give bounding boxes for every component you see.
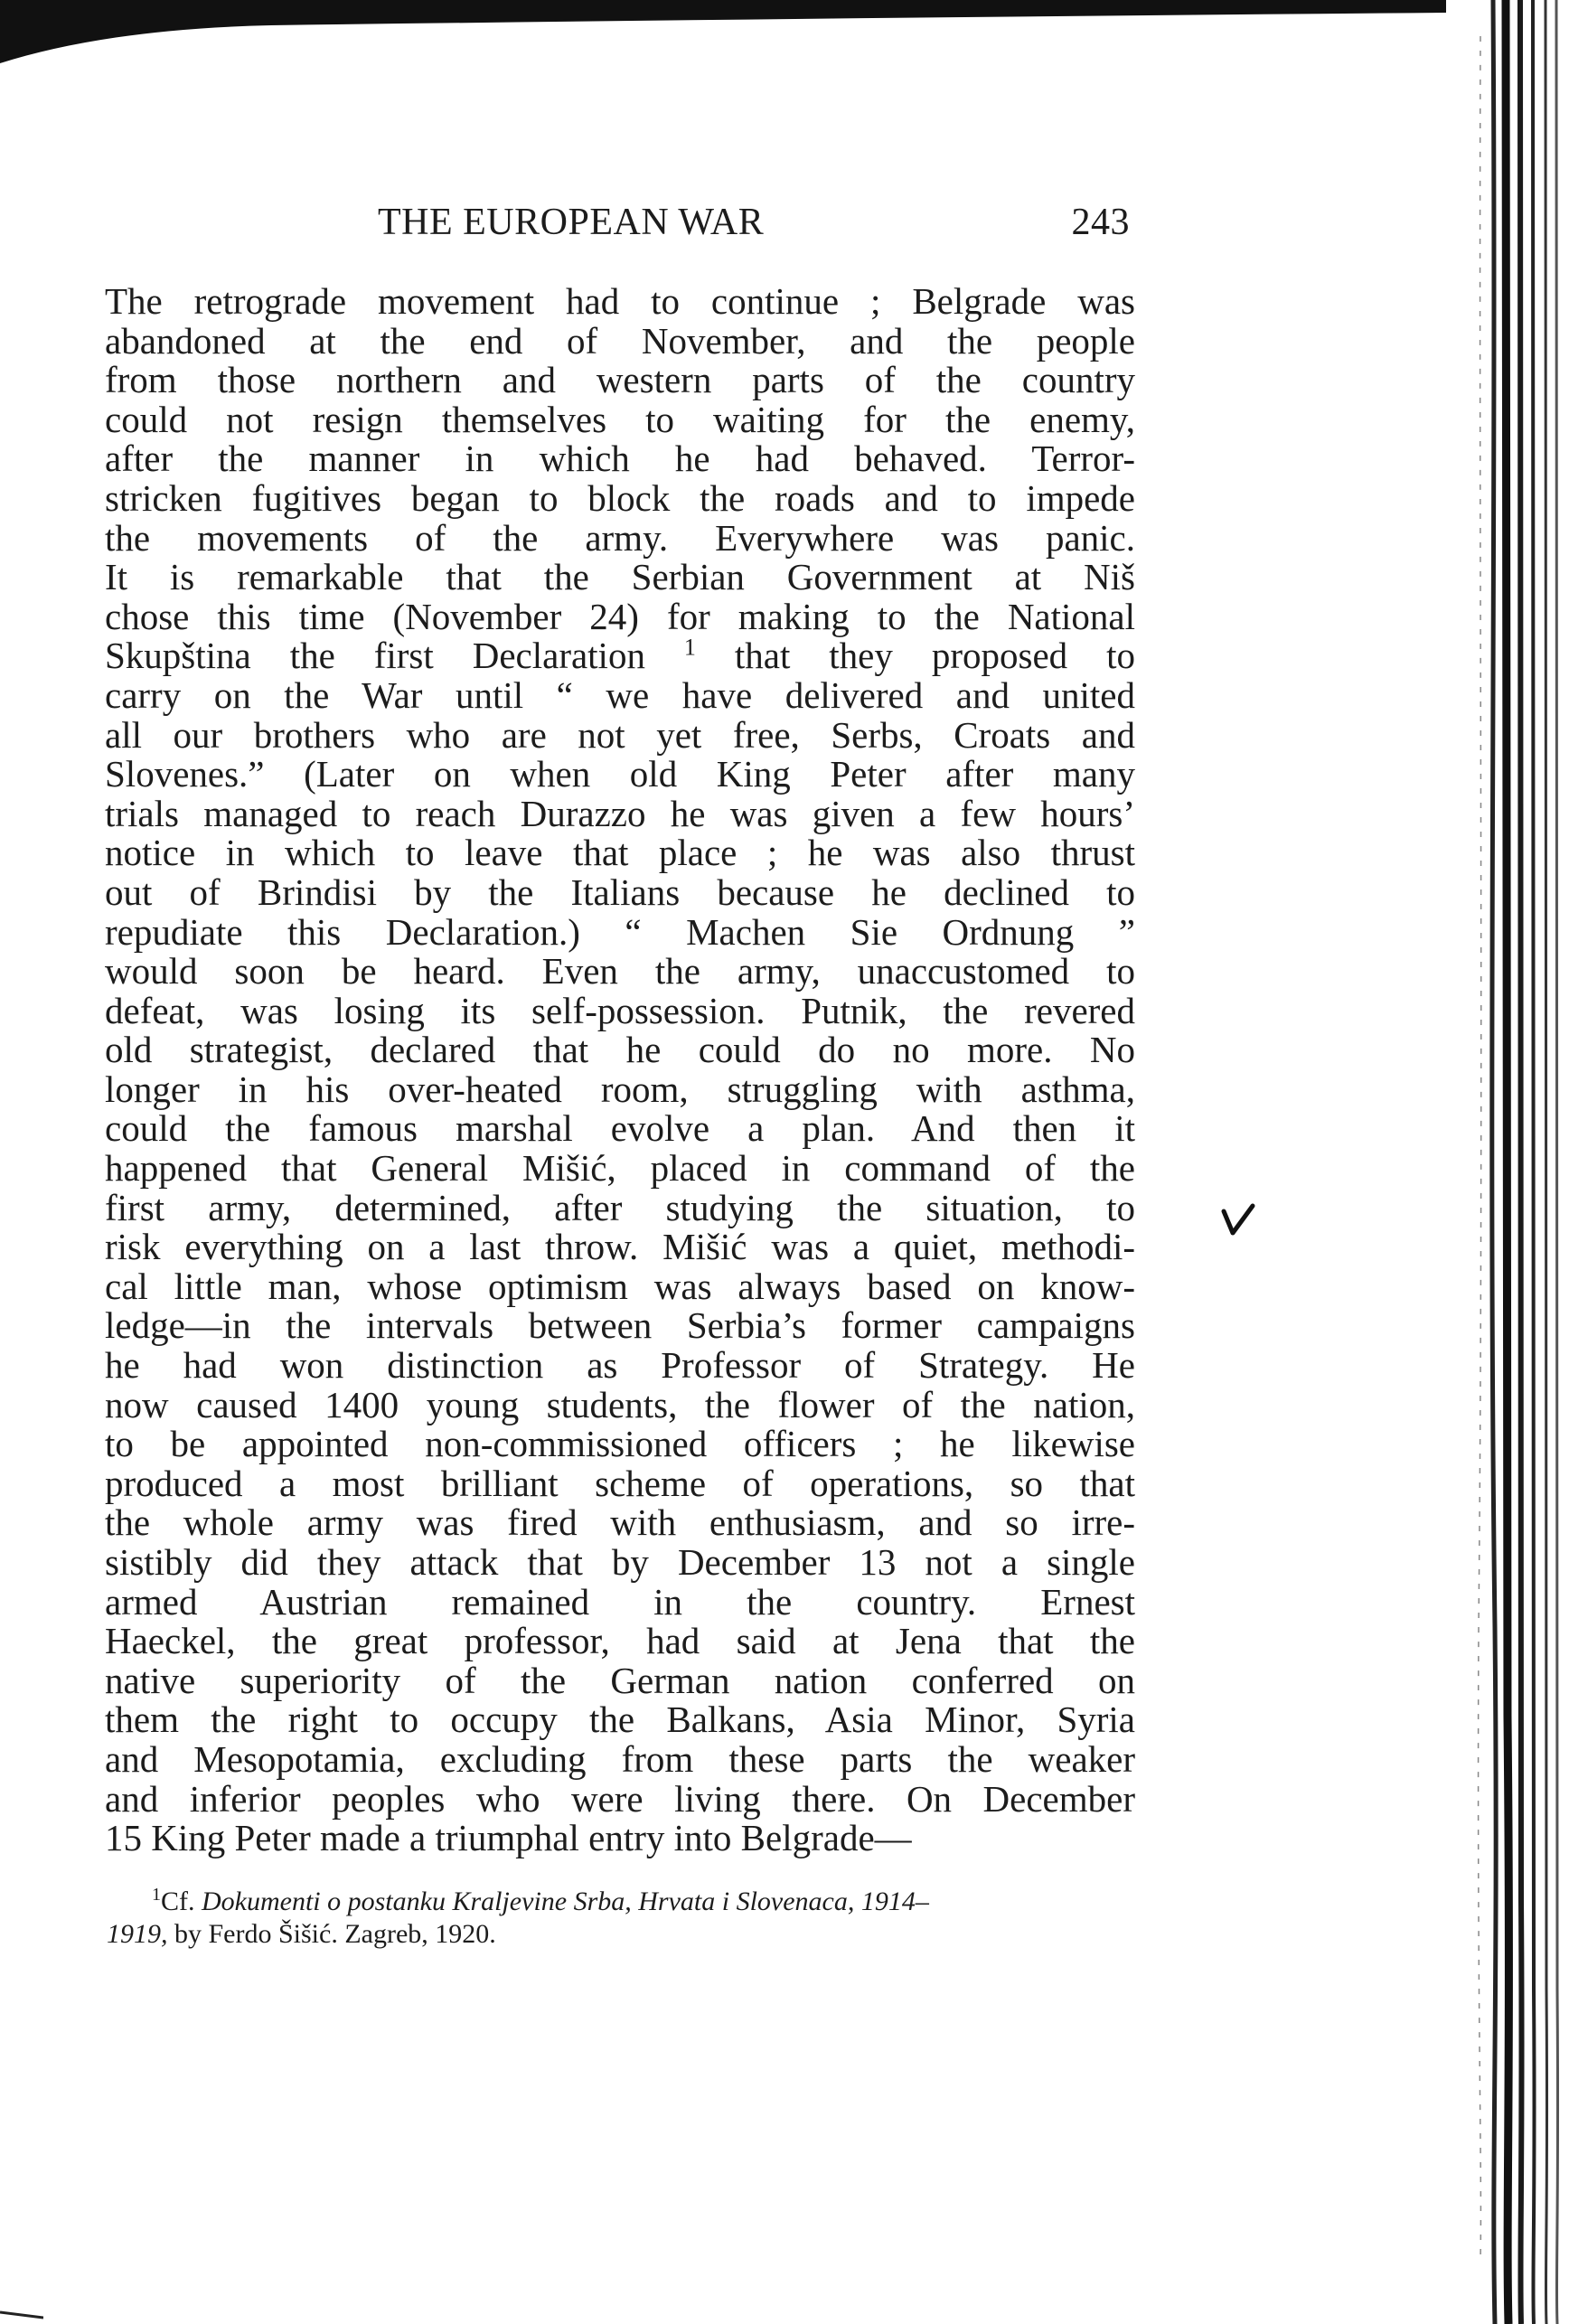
text-line: repudiate this Declaration.) “ Machen Sie Ordnung ” <box>105 910 1135 953</box>
text-line: to be appointed non-commissioned officers ; he likewise <box>105 1423 1135 1465</box>
text-line: after the manner in which he had behaved. Terror- <box>105 438 1135 480</box>
text-line: Haeckel, the great professor, had said at Jena that the <box>105 1620 1135 1662</box>
text-line: carry on the War until “ we have delivered and united <box>105 673 1135 716</box>
footnote-marker: 1 <box>152 1885 161 1905</box>
text-line: now caused 1400 young students, the flower of the nation, <box>105 1383 1135 1425</box>
text-line: could the famous marshal evolve a plan. And then it <box>105 1107 1135 1150</box>
footnote-line <box>107 1918 1137 1951</box>
text-line: the whole army was fired with enthusiasm, and so irre- <box>105 1501 1135 1544</box>
text-segment: Skupština the first Declaration <box>105 635 645 677</box>
text-line: produced a most brilliant scheme of operations, so that <box>105 1462 1135 1504</box>
book-page-edges <box>1433 0 1569 2324</box>
text-line: first army, determined, after studying the situation, to <box>105 1186 1135 1228</box>
text-line: and inferior peoples who were living there. On December <box>105 1777 1135 1820</box>
running-header <box>107 201 1137 255</box>
text-line: abandoned at the end of November, and the people <box>105 319 1135 362</box>
text-line: cal little man, whose optimism was always based on know- <box>105 1265 1135 1307</box>
text-line: them the right to occupy the Balkans, Asia Minor, Syria <box>105 1698 1135 1741</box>
text-line: sistibly did they attack that by December 13 not a single <box>105 1541 1135 1583</box>
body-text <box>105 282 1135 1858</box>
text-line: chose this time (November 24) for making to the National <box>105 595 1135 637</box>
text-line: The retrograde movement had to continue ; Belgrade was <box>105 280 1135 322</box>
footnote-prefix: Cf. <box>161 1886 195 1916</box>
text-line: would soon be heard. Even the army, unaccustomed to <box>105 950 1135 993</box>
footnote <box>107 1886 1137 1951</box>
running-title: THE EUROPEAN WAR <box>378 202 765 243</box>
text-line: the movements of the army. Everywhere was panic. <box>105 516 1135 559</box>
text-line: 15 King Peter made a triumphal entry into Belgrade— <box>105 1817 912 1859</box>
scan-mark-bottom <box>0 2310 43 2319</box>
text-line: could not resign themselves to waiting for the enemy, <box>105 398 1135 440</box>
text-line: defeat, was losing its self-possession. Putnik, the revered <box>105 989 1135 1031</box>
text-line-with-footnote <box>105 636 1135 676</box>
text-line: It is remarkable that the Serbian Government at Niš <box>105 556 1135 598</box>
footnote-line <box>107 1886 1137 1918</box>
text-line: ledge—in the intervals between Serbia’s former campaigns <box>105 1304 1135 1347</box>
footnote-title: Dokumenti o postanku Kraljevine Srba, Hrvata i Slovenaca, 1914– <box>202 1886 929 1916</box>
text-line: all our brothers who are not yet free, Serbs, Croats and <box>105 713 1135 756</box>
text-segment: that they proposed to <box>734 635 1135 677</box>
footnote-title-cont: 1919, <box>107 1919 168 1949</box>
text-line: stricken fugitives began to block the roads and to impede <box>105 476 1135 519</box>
text-line: armed Austrian remained in the country. Ernest <box>105 1580 1135 1623</box>
text-line: trials managed to reach Durazzo he was given a few hours’ <box>105 792 1135 834</box>
text-line: longer in his over-heated room, struggling with asthma, <box>105 1068 1135 1110</box>
handwritten-checkmark-icon <box>1220 1202 1256 1238</box>
scan-edge-top <box>0 0 1446 63</box>
text-line: happened that General Mišić, placed in command of the <box>105 1147 1135 1190</box>
text-line: from those northern and western parts of the country <box>105 359 1135 401</box>
footnote-reference: 1 <box>683 634 696 661</box>
text-line: old strategist, declared that he could do no more. No <box>105 1029 1135 1071</box>
text-line: risk everything on a last throw. Mišić was a quiet, methodi- <box>105 1226 1135 1268</box>
page-number: 243 <box>1071 202 1130 243</box>
text-line: he had won distinction as Professor of Strategy. He <box>105 1344 1135 1387</box>
footnote-citation: by Ferdo Šišić. Zagreb, 1920. <box>174 1919 496 1949</box>
text-line: out of Brindisi by the Italians because he declined to <box>105 870 1135 913</box>
text-line: and Mesopotamia, excluding from these parts the weaker <box>105 1737 1135 1780</box>
text-line: Slovenes.” (Later on when old King Peter after many <box>105 753 1135 795</box>
text-line: notice in which to leave that place ; he was also thrust <box>105 832 1135 874</box>
text-line: native superiority of the German nation conferred on <box>105 1659 1135 1701</box>
